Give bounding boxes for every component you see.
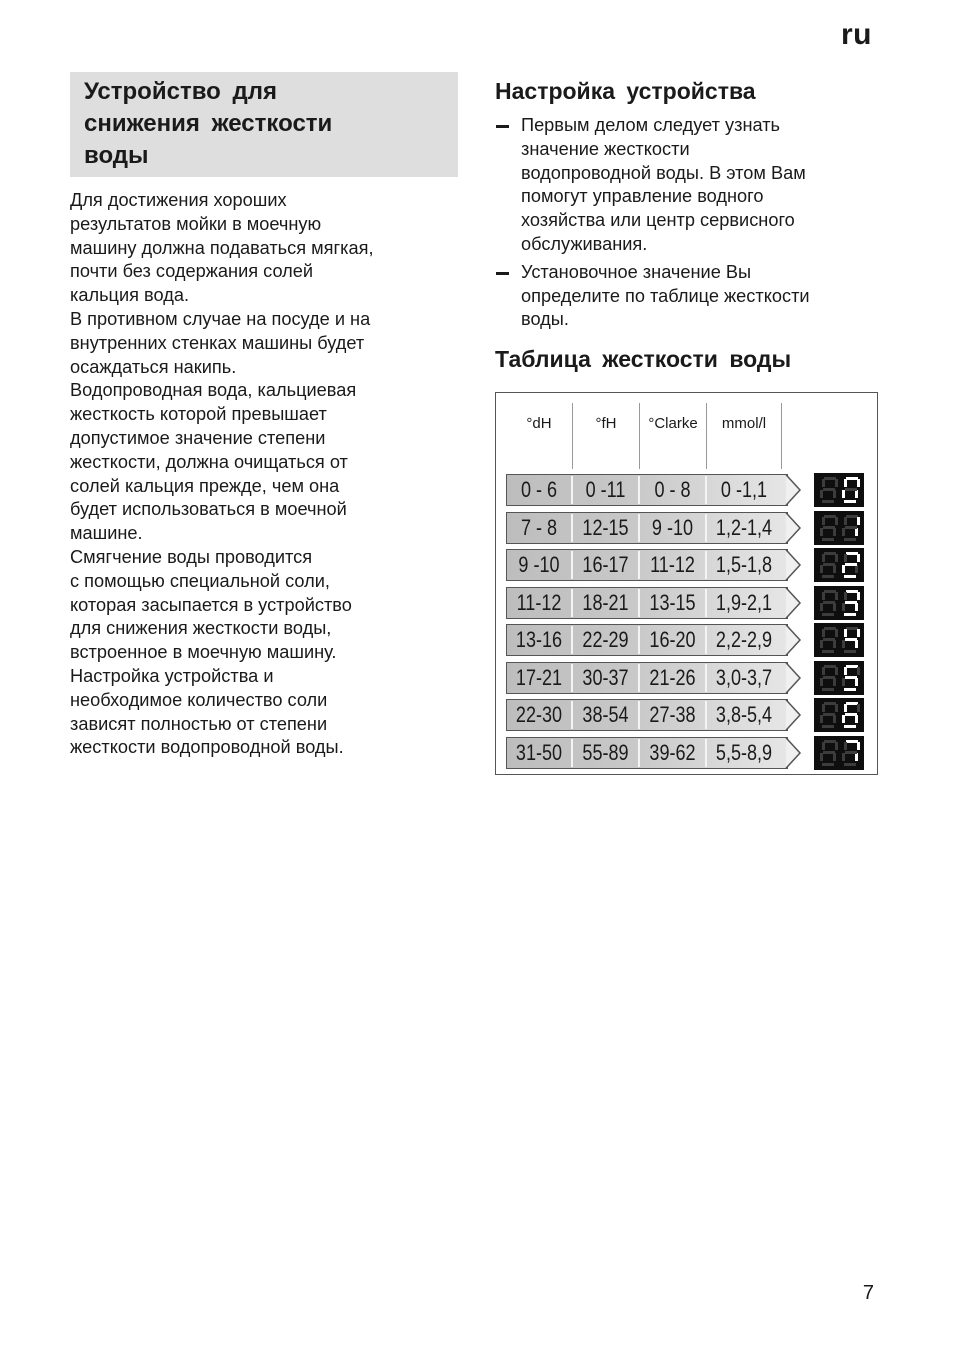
table-row — [506, 662, 801, 694]
hardness-display — [814, 698, 864, 732]
seven-segment-display — [814, 586, 864, 620]
led-segment — [844, 763, 856, 766]
led-segment — [844, 688, 856, 691]
cell-mmol: 3,8-5,4 — [715, 702, 773, 728]
table-row — [506, 549, 801, 581]
hardness-display — [814, 548, 864, 582]
led-segment — [824, 515, 836, 518]
paragraph — [70, 189, 458, 308]
table-row — [506, 587, 801, 619]
cell-fh: 55-89 — [582, 739, 629, 765]
hardness-display — [814, 736, 864, 770]
led-segment — [822, 592, 825, 600]
cell-divider — [705, 476, 707, 504]
cell-mmol: 1,9-2,1 — [715, 589, 773, 615]
hardness-display — [814, 661, 864, 695]
led-segment — [855, 753, 858, 761]
led-segment — [833, 490, 836, 498]
led-segment — [846, 515, 858, 518]
hardness-display — [814, 586, 864, 620]
cell-mmol: 5,5-8,9 — [715, 739, 773, 765]
text-line: результатов мойки в моечную — [70, 213, 322, 234]
led-segment — [824, 477, 836, 480]
led-segment — [857, 629, 860, 637]
cell-divider — [571, 739, 573, 767]
led-segment — [846, 740, 858, 743]
led-segment — [822, 500, 834, 503]
led-segment — [844, 613, 856, 616]
led-segment — [844, 538, 856, 541]
led-segment — [845, 488, 857, 491]
led-segment — [822, 538, 834, 541]
led-segment — [823, 563, 835, 566]
text-line: которая засыпается в устройство — [70, 594, 352, 615]
table-header — [506, 403, 781, 469]
row-arrow-icon — [784, 512, 802, 544]
led-segment — [822, 629, 825, 637]
cell-divider — [638, 476, 640, 504]
led-segment — [822, 704, 825, 712]
text-line: допустимое значение степени — [70, 427, 326, 448]
header-clarke: °Clarke — [648, 415, 698, 433]
row-arrow-icon — [784, 624, 802, 656]
led-segment — [820, 678, 823, 686]
led-segment — [835, 742, 838, 750]
led-segment — [842, 603, 845, 611]
hardness-display — [814, 623, 864, 657]
cell-dh: 31-50 — [515, 739, 563, 765]
led-segment — [824, 740, 836, 743]
text-line: почти без содержания солей — [70, 261, 314, 282]
row-arrow-icon — [784, 737, 802, 769]
text-line: Установочное значение Вы — [521, 261, 752, 282]
led-segment — [846, 665, 858, 668]
led-segment — [835, 704, 838, 712]
text-line: водопроводной воды. В этом Вам — [521, 162, 806, 183]
led-segment — [833, 528, 836, 536]
led-segment — [820, 640, 823, 648]
cell-clarke: 21-26 — [649, 664, 696, 690]
text-line: определите по таблице жесткости — [521, 285, 810, 306]
seven-segment-display — [814, 548, 864, 582]
text-line: В противном случае на посуде и на — [70, 308, 371, 329]
led-segment — [845, 638, 857, 641]
cell-divider — [705, 664, 707, 692]
led-segment — [844, 575, 856, 578]
led-segment — [824, 702, 836, 705]
text-line: зависят полностью от степени — [70, 713, 328, 734]
hardness-table — [495, 392, 878, 775]
text-line: будет использоваться в моечной — [70, 499, 347, 520]
led-segment — [835, 554, 838, 562]
led-segment — [822, 667, 825, 675]
led-segment — [823, 488, 835, 491]
table-heading: Таблица жесткости воды — [495, 346, 792, 373]
right-column — [495, 72, 880, 775]
cell-divider — [705, 589, 707, 617]
led-segment — [855, 715, 858, 723]
led-segment — [833, 603, 836, 611]
paragraph — [70, 308, 458, 379]
led-segment — [845, 563, 857, 566]
text-line: помогут управление водного — [521, 186, 764, 207]
section-title-line: Устройство для — [84, 78, 277, 105]
cell-dh: 22-30 — [515, 702, 563, 728]
led-segment — [824, 627, 836, 630]
text-line: обслуживания. — [521, 233, 648, 254]
led-segment — [857, 479, 860, 487]
led-segment — [835, 629, 838, 637]
led-segment — [842, 490, 845, 498]
led-segment — [835, 517, 838, 525]
table-row — [506, 624, 801, 656]
led-segment — [845, 601, 857, 604]
setup-bullets — [495, 114, 880, 332]
cell-clarke: 39-62 — [649, 739, 696, 765]
text-line: Первым делом следует узнать — [521, 115, 781, 135]
text-line: для снижения жесткости воды, — [70, 618, 332, 639]
led-segment — [844, 500, 856, 503]
cell-mmol: 1,2-1,4 — [715, 514, 773, 540]
led-segment — [823, 713, 835, 716]
led-segment — [846, 590, 858, 593]
text-line: внутренних стенках машины будет — [70, 332, 365, 353]
cell-fh: 12-15 — [582, 514, 629, 540]
language-code: ru — [841, 18, 872, 51]
table-row — [506, 512, 801, 544]
text-line: Для достижения хороших — [70, 190, 287, 210]
led-segment — [822, 650, 834, 653]
cell-dh: 0 - 6 — [520, 477, 558, 503]
led-segment — [822, 554, 825, 562]
left-column — [70, 72, 458, 760]
cell-mmol: 0 -1,1 — [720, 477, 768, 503]
cell-divider — [571, 626, 573, 654]
text-line: кальция вода. — [70, 285, 189, 306]
cell-fh: 22-29 — [582, 627, 629, 653]
led-segment — [823, 526, 835, 529]
body-text — [70, 189, 458, 760]
led-segment — [855, 565, 858, 573]
text-line: машине. — [70, 523, 143, 544]
led-segment — [822, 613, 834, 616]
cell-mmol: 3,0-3,7 — [715, 664, 773, 690]
led-segment — [823, 751, 835, 754]
cell-mmol: 2,2-2,9 — [715, 627, 773, 653]
led-segment — [835, 667, 838, 675]
led-segment — [857, 517, 860, 525]
led-segment — [857, 742, 860, 750]
led-segment — [844, 725, 856, 728]
led-segment — [820, 490, 823, 498]
table-row — [506, 699, 801, 731]
paragraph — [70, 665, 458, 760]
cell-clarke: 11-12 — [650, 552, 695, 578]
led-segment — [822, 575, 834, 578]
led-segment — [844, 650, 856, 653]
page-number: 7 — [862, 1282, 874, 1304]
cell-fh: 30-37 — [582, 664, 629, 690]
led-segment — [835, 479, 838, 487]
cell-divider — [638, 551, 640, 579]
cell-divider — [705, 551, 707, 579]
led-segment — [846, 627, 858, 630]
led-segment — [833, 640, 836, 648]
led-segment — [855, 678, 858, 686]
led-segment — [822, 742, 825, 750]
led-segment — [842, 640, 845, 648]
led-segment — [845, 676, 857, 679]
cell-divider — [571, 589, 573, 617]
cell-fh: 16-17 — [582, 552, 629, 578]
led-segment — [855, 640, 858, 648]
cell-clarke: 0 - 8 — [654, 477, 691, 503]
row-arrow-icon — [784, 699, 802, 731]
seven-segment-display — [814, 661, 864, 695]
led-segment — [857, 704, 860, 712]
led-segment — [842, 678, 845, 686]
led-segment — [833, 565, 836, 573]
cell-divider — [638, 589, 640, 617]
led-segment — [824, 665, 836, 668]
cell-divider — [571, 701, 573, 729]
text-line: жесткость которой превышает — [70, 404, 327, 425]
cell-clarke: 16-20 — [649, 627, 696, 653]
cell-divider — [571, 476, 573, 504]
led-segment — [842, 528, 845, 536]
led-segment — [823, 676, 835, 679]
cell-dh: 11-12 — [516, 589, 562, 615]
cell-divider — [638, 664, 640, 692]
cell-dh: 9 -10 — [518, 552, 560, 578]
header-mmol: mmol/l — [721, 415, 767, 433]
text-line: Настройка устройства и — [70, 665, 274, 686]
section-title-line: воды — [84, 142, 149, 169]
led-segment — [822, 725, 834, 728]
table-row — [506, 737, 801, 769]
cell-clarke: 13-15 — [649, 589, 696, 615]
cell-mmol: 1,5-1,8 — [715, 552, 773, 578]
seven-segment-display — [814, 511, 864, 545]
text-line: необходимое количество соли — [70, 689, 328, 710]
led-segment — [820, 528, 823, 536]
led-segment — [846, 477, 858, 480]
led-segment — [844, 629, 847, 637]
led-segment — [833, 678, 836, 686]
led-segment — [844, 742, 847, 750]
led-segment — [823, 638, 835, 641]
led-segment — [844, 479, 847, 487]
cell-fh: 0 -11 — [585, 477, 626, 503]
cell-fh: 38-54 — [582, 702, 629, 728]
led-segment — [845, 713, 857, 716]
led-segment — [833, 715, 836, 723]
led-segment — [845, 526, 857, 529]
paragraph — [70, 379, 458, 546]
led-segment — [820, 753, 823, 761]
led-segment — [857, 554, 860, 562]
text-line: машину должна подаваться мягкая, — [70, 237, 374, 258]
bullet-item — [495, 114, 880, 257]
led-segment — [822, 763, 834, 766]
hardness-display — [814, 473, 864, 507]
setup-heading: Настройка устройства — [495, 78, 756, 104]
cell-dh: 7 - 8 — [520, 514, 558, 540]
paragraph — [70, 546, 458, 665]
row-arrow-icon — [784, 662, 802, 694]
text-line: с помощью специальной соли, — [70, 570, 330, 591]
led-segment — [820, 603, 823, 611]
led-segment — [822, 517, 825, 525]
led-segment — [844, 592, 847, 600]
dash-icon — [496, 272, 509, 275]
table-row — [506, 474, 801, 506]
cell-dh: 17-21 — [515, 664, 563, 690]
cell-clarke: 9 -10 — [651, 514, 694, 540]
seven-segment-display — [814, 698, 864, 732]
cell-divider — [571, 664, 573, 692]
led-segment — [833, 753, 836, 761]
cell-divider — [705, 626, 707, 654]
cell-fh: 18-21 — [582, 589, 629, 615]
text-line: осаждаться накипь. — [70, 356, 237, 377]
text-line: Водопроводная вода, кальциевая — [70, 380, 357, 401]
section-title-line: снижения жесткости — [84, 110, 333, 137]
text-line: солей кальция прежде, чем она — [70, 475, 340, 496]
cell-divider — [638, 739, 640, 767]
hardness-display — [814, 511, 864, 545]
dash-icon — [496, 125, 509, 128]
cell-divider — [705, 739, 707, 767]
text-line: хозяйства или центр сервисного — [521, 210, 795, 231]
section-title — [84, 76, 444, 172]
cell-divider — [705, 701, 707, 729]
header-fh: °fH — [595, 415, 617, 433]
led-segment — [857, 667, 860, 675]
seven-segment-display — [814, 623, 864, 657]
row-arrow-icon — [784, 549, 802, 581]
led-segment — [835, 592, 838, 600]
text-line: Смягчение воды проводится — [70, 546, 313, 567]
cell-divider — [571, 551, 573, 579]
led-segment — [820, 565, 823, 573]
led-segment — [823, 601, 835, 604]
text-line: значение жесткости — [521, 138, 690, 159]
led-segment — [845, 751, 857, 754]
cell-divider — [571, 514, 573, 542]
led-segment — [842, 565, 845, 573]
seven-segment-display — [814, 736, 864, 770]
led-segment — [842, 753, 845, 761]
led-segment — [846, 702, 858, 705]
cell-divider — [705, 514, 707, 542]
led-segment — [824, 590, 836, 593]
led-segment — [822, 688, 834, 691]
led-segment — [844, 667, 847, 675]
header-separator — [781, 403, 782, 469]
cell-divider — [638, 514, 640, 542]
cell-clarke: 27-38 — [649, 702, 696, 728]
cell-divider — [638, 701, 640, 729]
led-segment — [855, 490, 858, 498]
led-segment — [822, 479, 825, 487]
text-line: воды. — [521, 309, 569, 330]
seven-segment-display — [814, 473, 864, 507]
bullet-item — [495, 261, 880, 332]
section-title-box — [70, 72, 458, 177]
text-line: жесткости, должна очищаться от — [70, 451, 348, 472]
text-line: жесткости водопроводной воды. — [70, 737, 344, 758]
led-segment — [846, 552, 858, 555]
row-arrow-icon — [784, 587, 802, 619]
led-segment — [844, 517, 847, 525]
led-segment — [824, 552, 836, 555]
text-line: встроенное в моечную машину. — [70, 642, 337, 663]
cell-divider — [638, 626, 640, 654]
row-arrow-icon — [784, 474, 802, 506]
header-dh: °dH — [526, 415, 552, 433]
led-segment — [855, 603, 858, 611]
led-segment — [855, 528, 858, 536]
cell-dh: 13-16 — [515, 627, 563, 653]
led-segment — [857, 592, 860, 600]
led-segment — [820, 715, 823, 723]
led-segment — [844, 704, 847, 712]
led-segment — [844, 554, 847, 562]
led-segment — [842, 715, 845, 723]
